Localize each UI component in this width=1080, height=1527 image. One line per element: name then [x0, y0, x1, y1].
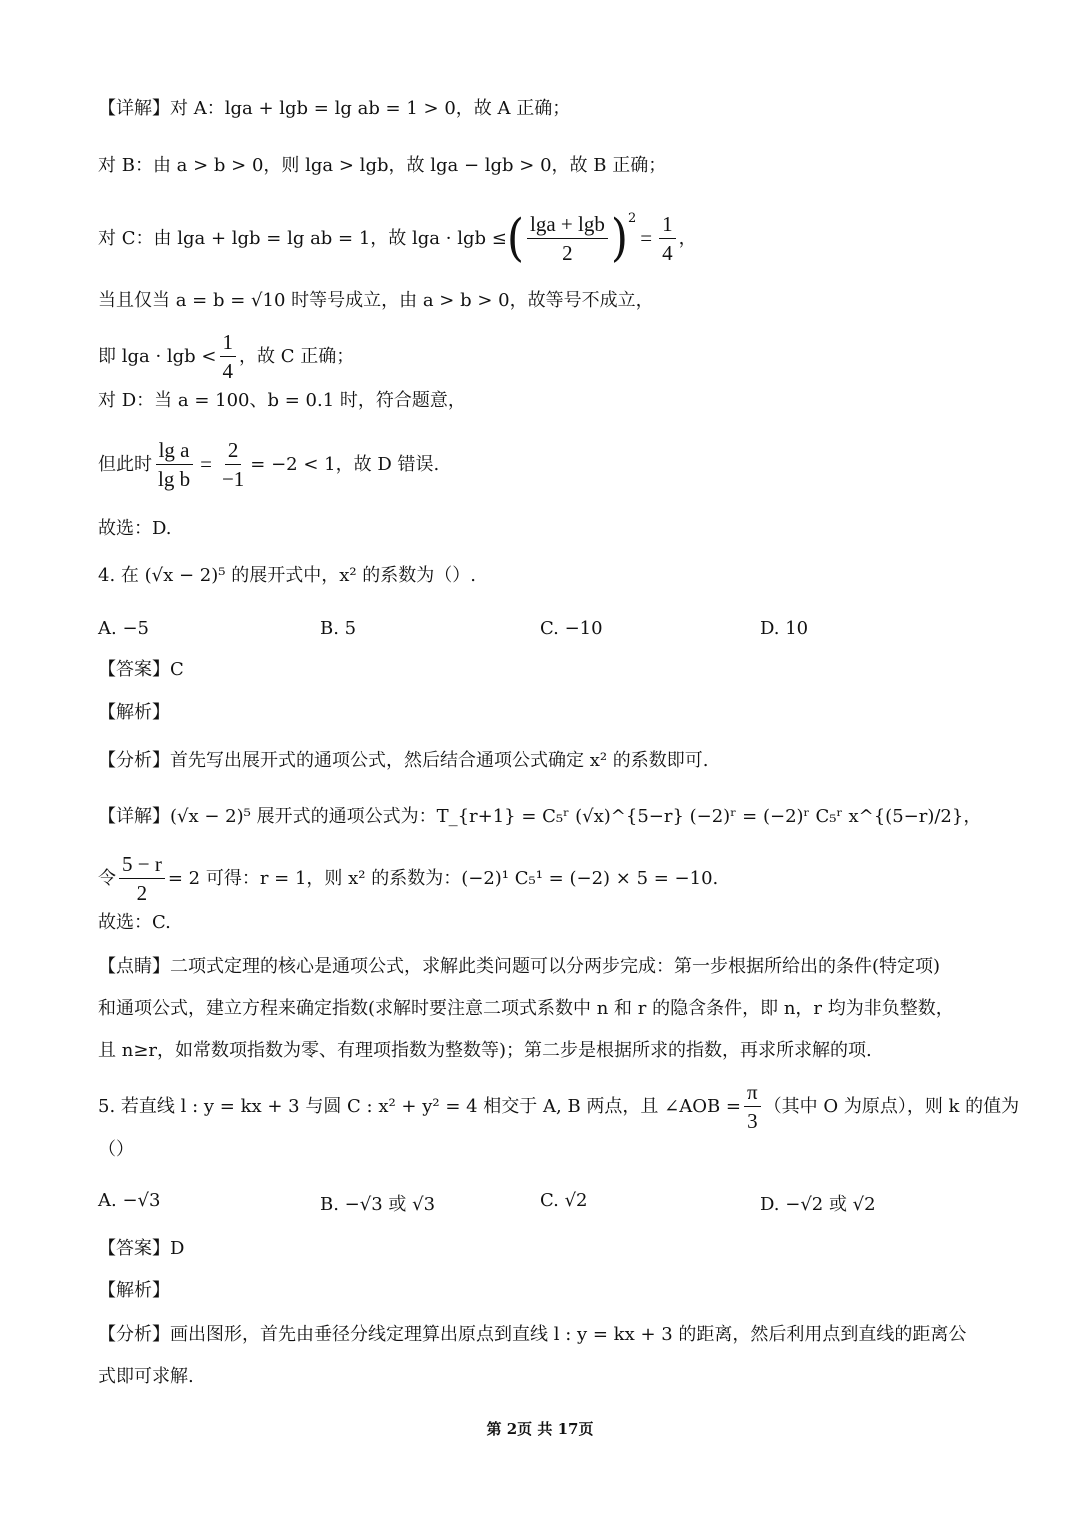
fraction-pi-num: π: [744, 1080, 761, 1107]
fraction-value-den: −1: [221, 467, 245, 492]
line-b: 对 B：由 a > b > 0，则 lga > lgb，故 lga − lgb > 0，故 B 正确；: [98, 155, 667, 176]
fraction-jic-den: 4: [222, 359, 234, 384]
question-5-tail: （其中 O 为原点），则 k 的值为: [763, 1095, 1020, 1117]
line-d: 对 D：当 a = 100、b = 0.1 时，符合题意，: [98, 390, 466, 411]
comment-line-3: 且 n≥r，如常数项指数为零、有理项指数为整数等)；第二步是根据所求的指数，再求所求解的项.: [98, 1040, 872, 1061]
q5-option-b: B. −√3 或 √3: [320, 1194, 436, 1215]
q4-option-a: A. −5: [98, 618, 149, 639]
paren-close: ): [610, 208, 629, 268]
select-4: 故选：C.: [98, 912, 171, 933]
comment-line-2: 和通项公式，建立方程来确定指数(求解时要注意二项式系数中 n 和 r 的隐含条件，即 n，r 均为非负整数，: [98, 998, 954, 1019]
fraction-lg: [155, 438, 193, 491]
analysis-4-heading: 【解析】: [98, 702, 170, 723]
question-4: 4. 在 (√x − 2)⁵ 的展开式中，x² 的系数为（）.: [98, 565, 477, 586]
q5-option-d: D. −√2 或 √2: [760, 1194, 876, 1215]
fraction-quarter-den: 4: [662, 241, 673, 266]
fraction-jic-num: 1: [220, 330, 237, 357]
line-ling: [98, 852, 718, 905]
fraction-jic: [220, 330, 237, 383]
answer-5: 【答案】D: [98, 1238, 185, 1259]
question-5: [98, 1080, 1019, 1133]
line-jic-text: 即 lga · lgb <: [98, 345, 217, 367]
q5-option-a: A. −√3: [98, 1190, 161, 1211]
page-footer: 第 2页 共 17页: [486, 1420, 594, 1438]
line-ling-text: 令: [98, 867, 116, 889]
fraction-value: [219, 438, 247, 491]
fraction-ling-den: 2: [136, 881, 148, 906]
line-c: 对 C：由 lga + lgb = lg ab = 1，故 lga · lgb ≤ ( $\frac{\lg a + \lg b}{2}$ ) $^2$ = $\frac{1}{4}$ ，: [98, 208, 697, 268]
analysis-5-heading: 【解析】: [98, 1280, 170, 1301]
line-d-calc-tail: = −2 < 1，故 D 错误.: [250, 453, 440, 475]
fraction-quarter-num: 1: [659, 212, 676, 239]
line-jic-tail: ，故 C 正确；: [239, 345, 355, 367]
line-equality: 当且仅当 a = b = √10 时等号成立，由 a > b > 0，故等号不成立，: [98, 290, 654, 311]
fraction-pi-den: 3: [747, 1109, 758, 1134]
fraction-quarter: [659, 212, 676, 265]
fraction-pi: [744, 1080, 761, 1133]
q4-option-c: C. −10: [540, 618, 603, 639]
fraction-lg-num: lg a: [156, 438, 193, 465]
line-detail-a: 【详解】对 A：lga + lgb = lg ab = 1 > 0，故 A 正确；: [98, 98, 571, 119]
line-d-calc: 但此时 $\frac{\text{lg a}}{\text{lg b}}$ = $\frac{2}{-1}$ = −2 < 1，故 D 错误.: [98, 438, 440, 492]
line-jic: [98, 330, 354, 383]
line-d-calc-text: 但此时: [98, 453, 152, 475]
line-ling-tail: = 2 可得：r = 1，则 x² 的系数为：(−2)¹ C₅¹ = (−2) × 5 = −10.: [167, 867, 719, 889]
paren-open: (: [506, 208, 524, 268]
fraction-c-den: 2: [562, 241, 573, 266]
comment-line-1: 【点睛】二项式定理的核心是通项公式，求解此类问题可以分两步完成：第一步根据所给出的条件(特定项): [98, 956, 941, 977]
fraction-ling: [119, 852, 165, 905]
line-c-text: 对 C：由 lga + lgb = lg ab = 1，故 lga · lgb ≤: [98, 227, 507, 249]
q4-option-b: B. 5: [320, 618, 357, 639]
question-5-text: 5. 若直线 l : y = kx + 3 与圆 C : x² + y² = 4 相交于 A, B 两点，且 ∠AOB =: [98, 1095, 742, 1117]
square-exp: 2: [628, 211, 637, 226]
fraction-c-num: lga + lgb: [527, 212, 608, 239]
q5-option-c: C. √2: [540, 1190, 588, 1211]
fraction-ling-num: 5 − r: [119, 852, 165, 879]
fraction-c: [527, 212, 608, 265]
q4-option-d: D. 10: [760, 618, 809, 639]
analysis-5-line-2: 式即可求解.: [98, 1366, 194, 1387]
analysis-5-line-1: 【分析】画出图形，首先由垂径分线定理算出原点到直线 l : y = kx + 3 的距离，然后利用点到直线的距离公: [98, 1324, 967, 1345]
fraction-value-num: 2: [225, 438, 242, 465]
line-select-d: 故选：D.: [98, 518, 172, 539]
detail-4: 【详解】(√x − 2)⁵ 展开式的通项公式为：T_{r+1} = C₅ʳ (√x)^{5−r} (−2)ʳ = (−2)ʳ C₅ʳ x^{(5−r)/2}，: [98, 806, 982, 827]
fraction-lg-den: lg b: [158, 467, 191, 492]
question-5-paren: （）: [98, 1139, 134, 1160]
analysis-4: 【分析】首先写出展开式的通项公式，然后结合通项公式确定 x² 的系数即可.: [98, 750, 709, 771]
answer-4: 【答案】C: [98, 659, 184, 680]
